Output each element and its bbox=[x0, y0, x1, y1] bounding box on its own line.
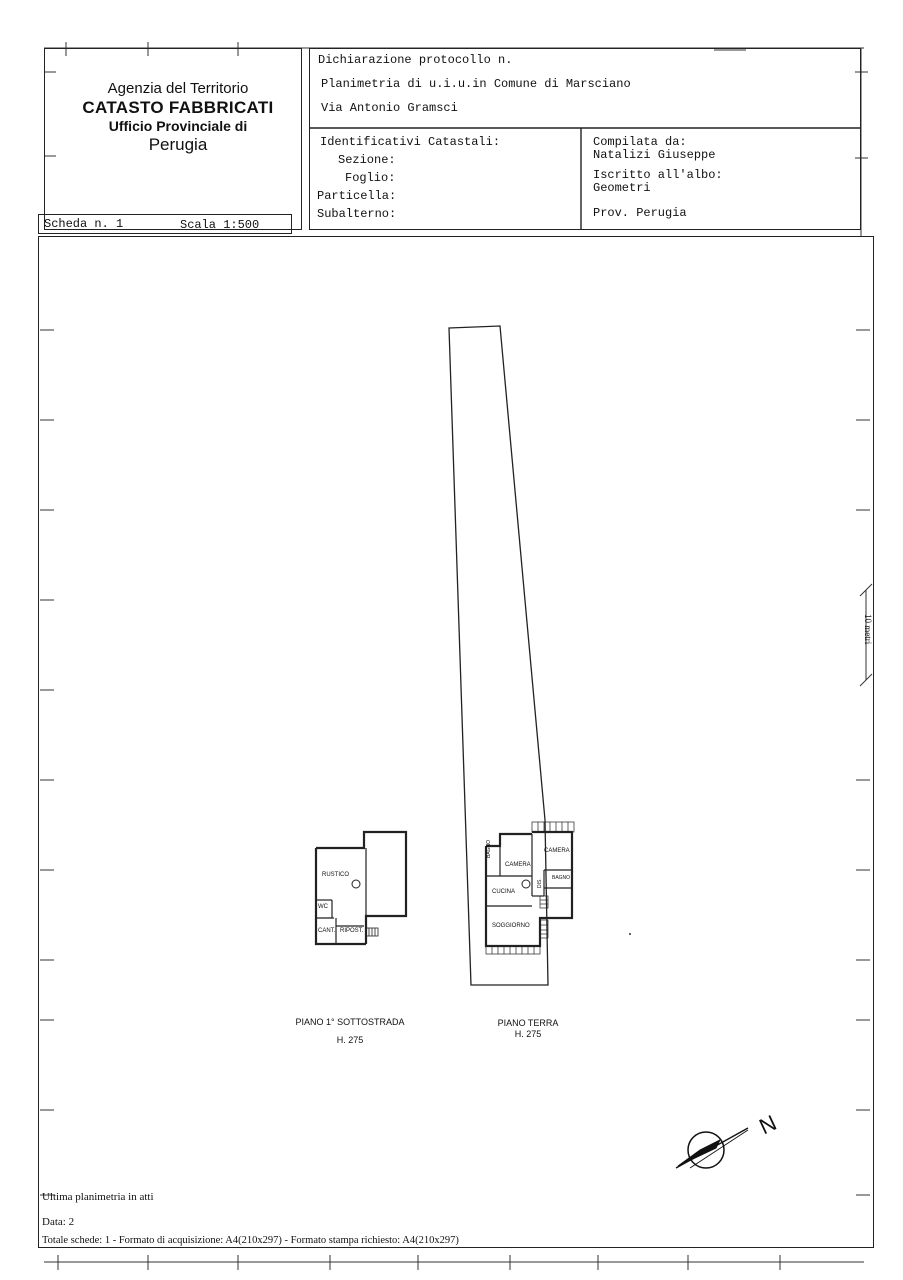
room-cantina: CANT. bbox=[318, 928, 336, 934]
room-disimpegno: DIS. bbox=[537, 878, 543, 888]
foglio-label: Foglio: bbox=[345, 171, 396, 185]
address-line: Via Antonio Gramsci bbox=[321, 101, 458, 115]
subalterno-label: Subalterno: bbox=[317, 207, 397, 221]
room-camera-2: CAMERA bbox=[544, 848, 570, 854]
ground-terrace-bottom bbox=[486, 946, 540, 954]
iscritto-label: Iscritto all'albo: bbox=[593, 168, 723, 182]
identifiers-title: Identificativi Catastali: bbox=[320, 135, 501, 149]
office-label: Ufficio Provinciale di bbox=[108, 118, 248, 135]
particella-label: Particella: bbox=[317, 189, 397, 203]
compilata-label: Compilata da: bbox=[593, 135, 687, 149]
floor-right-caption: PIANO TERRA bbox=[497, 1018, 559, 1028]
footer-date: Data: 2 bbox=[42, 1216, 75, 1228]
scheda-scale: Scala 1:500 bbox=[180, 218, 260, 232]
protocol-line: Dichiarazione protocollo n. bbox=[318, 53, 513, 67]
room-camera-1: CAMERA bbox=[505, 862, 531, 868]
ground-terrace-top bbox=[532, 822, 574, 832]
north-arrow-icon bbox=[676, 1128, 748, 1168]
basement-stairs bbox=[366, 928, 378, 936]
sezione-label: Sezione: bbox=[338, 153, 396, 167]
room-cucina: CUCINA bbox=[492, 889, 516, 895]
room-bagno-left: BAGNO bbox=[486, 839, 492, 858]
room-wc: WC bbox=[318, 904, 328, 910]
room-rustico: RUSTICO bbox=[322, 872, 349, 878]
compilata-name: Natalizi Giuseppe bbox=[593, 148, 716, 162]
last-plan-note: Ultima planimetria in atti bbox=[42, 1191, 154, 1203]
agency-name: Agenzia del Territorio bbox=[107, 80, 249, 97]
room-bagno-right: BAGNO bbox=[552, 875, 571, 881]
floor-left-height: H. 275 bbox=[336, 1035, 364, 1045]
room-soggiorno: SOGGIORNO bbox=[492, 923, 530, 929]
ground-fixture-icon bbox=[522, 880, 530, 888]
floor-left-caption: PIANO 1° SOTTOSTRADA bbox=[295, 1017, 405, 1027]
iscritto-value: Geometri bbox=[593, 181, 651, 195]
planimetry-line: Planimetria di u.i.u.in Comune di Marsciano bbox=[321, 77, 631, 91]
side-scale-label: 10 metri bbox=[863, 614, 873, 645]
north-letter: N bbox=[755, 1109, 781, 1140]
catasto-title: CATASTO FABBRICATI bbox=[82, 98, 274, 117]
parcel-outline bbox=[449, 326, 548, 985]
basement-fixture-icon bbox=[352, 880, 360, 888]
footer-totals: Totale schede: 1 - Formato di acquisizione: A4(210x297) - Formato stampa richiesto: A4(210x297) bbox=[42, 1235, 459, 1246]
room-ripostiglio: RIPOST. bbox=[340, 928, 364, 934]
province-label: Prov. Perugia bbox=[593, 206, 687, 220]
floor-right-height: H. 275 bbox=[514, 1029, 542, 1039]
office-city: Perugia bbox=[148, 135, 208, 155]
scheda-number: Scheda n. 1 bbox=[44, 217, 124, 231]
